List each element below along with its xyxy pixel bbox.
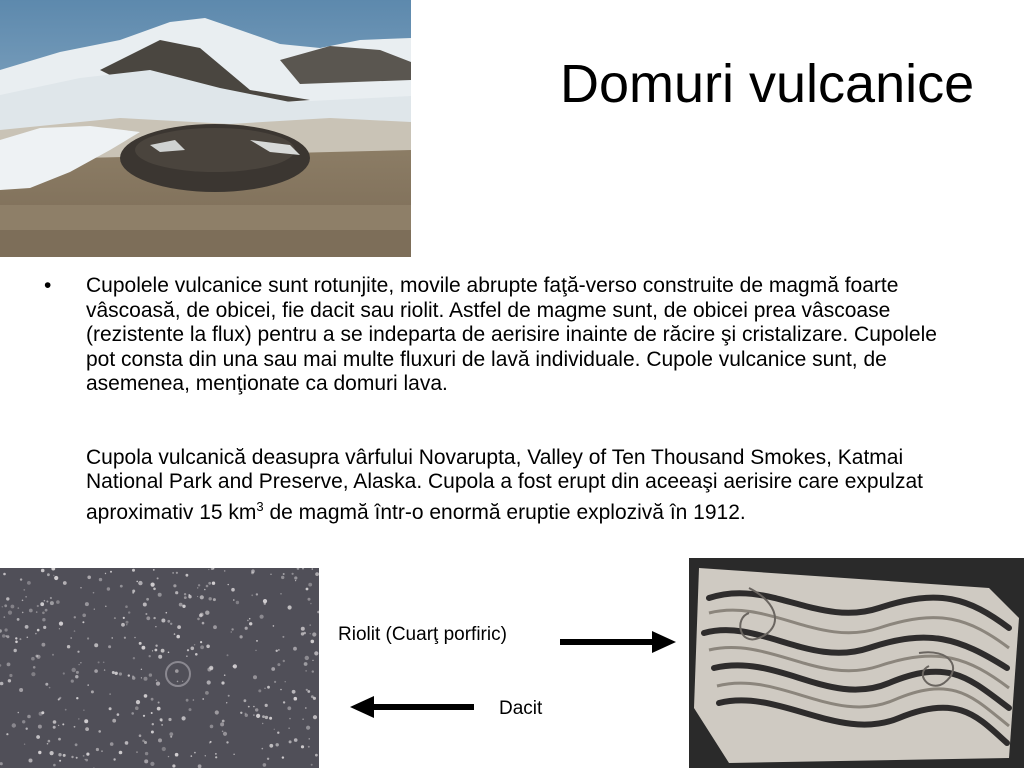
- slide-title: Domuri vulcanice: [560, 54, 975, 114]
- arrow-left-icon: [350, 695, 474, 719]
- novarupta-paragraph: [38, 446, 968, 526]
- paragraph-novarupta-text-end: de magmă într-o enormă eruptie explozivă în 1912.: [263, 500, 746, 524]
- bullet-marker: •: [44, 274, 52, 297]
- paragraph-dome-description: Cupolele vulcanice sunt rotunjite, movile abrupte faţă-verso construite de magmă foarte vâscoasă, de obicei, fie dacit sau riolit. Astfel de magme sunt, de obicei prea vâscoase (rezistente la flux) pentru a se indeparta de aerisire inainte de răcire şi cristalizare. Cupolele pot consta din una sau mai multe fluxuri de lavă individuale. Cupole vulcanice sunt, de asemenea, menţionate ca domuri lava.: [86, 274, 937, 395]
- arrow-right-icon: [560, 630, 676, 654]
- paragraph-novarupta-text: Cupola vulcanică deasupra vârfului Novarupta, Valley of Ten Thousand Smokes, Katmai National Park and Preserve, Alaska. Cupola a fost erupt din aceeaşi aerisire care expulzat aproximativ 15 km: [86, 445, 923, 524]
- dacite-label: Dacit: [499, 698, 543, 719]
- rhyolite-rock-photo: [689, 558, 1024, 768]
- rhyolite-rock-image: [689, 558, 1024, 768]
- slide-body: [38, 274, 968, 525]
- lava-dome-landscape-photo: [0, 0, 411, 257]
- lava-dome-landscape-image: [0, 0, 411, 257]
- bullet-paragraph: [38, 274, 968, 397]
- dacite-rock-photo: [0, 568, 319, 768]
- superscript-exponent: 3: [256, 498, 264, 514]
- rhyolite-label: Riolit (Cuarţ porfiric): [338, 624, 507, 645]
- dacite-rock-image: [0, 568, 319, 768]
